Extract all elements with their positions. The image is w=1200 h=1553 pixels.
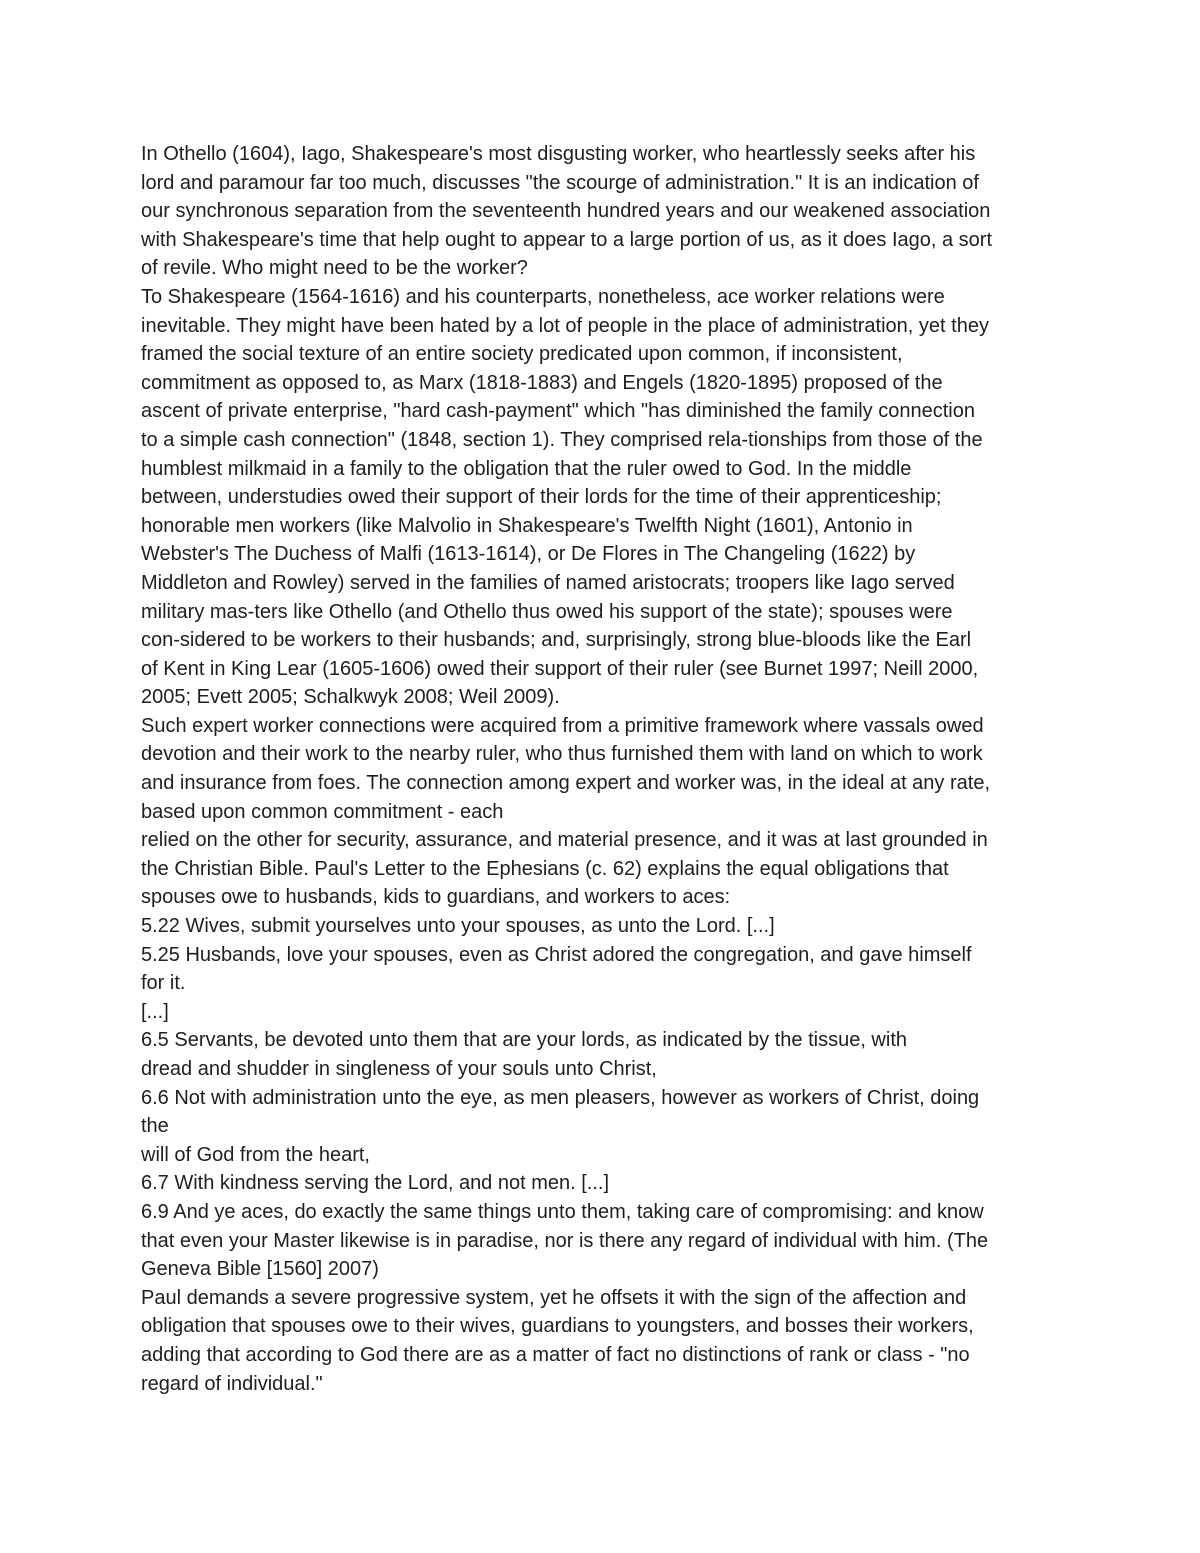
text-line: 6.7 With kindness serving the Lord, and not men. [...] xyxy=(141,1172,610,1195)
text-line: military mas-ters like Othello (and Othello thus owed his support of the state); spouses were xyxy=(141,600,953,623)
text-line: the Christian Bible. Paul's Letter to the Ephesians (c. 62) explains the equal obligations that xyxy=(141,857,949,880)
text-line: con-sidered to be workers to their husbands; and, surprisingly, strong blue-bloods like the Earl xyxy=(141,629,972,652)
text-line: framed the social texture of an entire society predicated upon common, if inconsistent, xyxy=(141,343,903,366)
text-line: of revile. Who might need to be the worker? xyxy=(141,257,528,280)
text-line: relied on the other for security, assurance, and material presence, and it was at last grounded in xyxy=(141,829,988,852)
text-line: [...] xyxy=(141,1000,169,1023)
text-line: 6.6 Not with administration unto the eye, as men pleasers, however as workers of Christ, doing xyxy=(141,1086,980,1109)
text-line: dread and shudder in singleness of your souls unto Christ, xyxy=(141,1058,657,1080)
text-line: 6.9 And ye aces, do exactly the same things unto them, taking care of compromising: and know xyxy=(141,1200,984,1223)
text-line: Webster's The Duchess of Malfi (1613-1614), or De Flores in The Changeling (1622) by xyxy=(141,543,916,566)
text-line: 2005; Evett 2005; Schalkwyk 2008; Weil 2009). xyxy=(141,686,560,709)
text-line: 5.22 Wives, submit yourselves unto your spouses, as unto the Lord. [...] xyxy=(141,915,775,938)
text-line: regard of individual." xyxy=(141,1372,323,1395)
text-line: humblest milkmaid in a family to the obligation that the ruler owed to God. In the middle xyxy=(141,457,912,480)
text-line: In Othello (1604), Iago, Shakespeare's most disgusting worker, who heartlessly seeks after his xyxy=(141,143,976,165)
text-line: our synchronous separation from the seventeenth hundred years and our weakened association xyxy=(141,200,991,223)
text-line: spouses owe to husbands, kids to guardians, and workers to aces: xyxy=(141,886,731,909)
text-line: 5.25 Husbands, love your spouses, even as Christ adored the congregation, and gave himself xyxy=(141,943,972,966)
text-line: to a simple cash connection" (1848, section 1). They comprised rela-tionships from those of the xyxy=(141,428,983,451)
text-line: adding that according to God there are as a matter of fact no distinctions of rank or class - "no xyxy=(141,1343,970,1366)
text-line: will of God from the heart, xyxy=(141,1143,370,1166)
text-line: with Shakespeare's time that help ought to appear to a large portion of us, as it does Iago, a sort xyxy=(141,228,993,251)
text-line: of Kent in King Lear (1605-1606) owed their support of their ruler (see Burnet 1997; Neill 2000, xyxy=(141,657,979,680)
text-line: 6.5 Servants, be devoted unto them that are your lords, as indicated by the tissue, with xyxy=(141,1029,907,1052)
text-line: Paul demands a severe progressive system, yet he offsets it with the sign of the affection and xyxy=(141,1286,967,1309)
text-line: Geneva Bible [1560] 2007) xyxy=(141,1258,379,1281)
document-page xyxy=(141,140,1071,1398)
text-line: inevitable. They might have been hated by a lot of people in the place of administration, yet they xyxy=(141,314,989,337)
text-line: obligation that spouses owe to their wives, guardians to youngsters, and bosses their workers, xyxy=(141,1315,974,1338)
text-line: Middleton and Rowley) served in the families of named aristocrats; troopers like Iago served xyxy=(141,571,955,594)
text-line: To Shakespeare (1564-1616) and his counterparts, nonetheless, ace worker relations were xyxy=(141,285,945,308)
text-line: commitment as opposed to, as Marx (1818-1883) and Engels (1820-1895) proposed of the xyxy=(141,371,943,394)
text-line: ascent of private enterprise, "hard cash-payment" which "has diminished the family connection xyxy=(141,400,975,423)
text-line: Such expert worker connections were acquired from a primitive framework where vassals owed xyxy=(141,714,984,737)
text-line: honorable men workers (like Malvolio in Shakespeare's Twelfth Night (1601), Antonio in xyxy=(141,514,913,537)
text-line: based upon common commitment - each xyxy=(141,800,504,823)
text-line: that even your Master likewise is in paradise, nor is there any regard of individual with him. (The xyxy=(141,1229,989,1252)
text-line: between, understudies owed their support of their lords for the time of their apprenticeship; xyxy=(141,486,942,509)
text-line: lord and paramour far too much, discusses "the scourge of administration." It is an indication of xyxy=(141,171,979,194)
text-line: for it. xyxy=(141,972,186,995)
text-line: the xyxy=(141,1115,169,1138)
text-line: and insurance from foes. The connection among expert and worker was, in the ideal at any rate, xyxy=(141,772,991,795)
text-line: devotion and their work to the nearby ruler, who thus furnished them with land on which to work xyxy=(141,743,983,766)
